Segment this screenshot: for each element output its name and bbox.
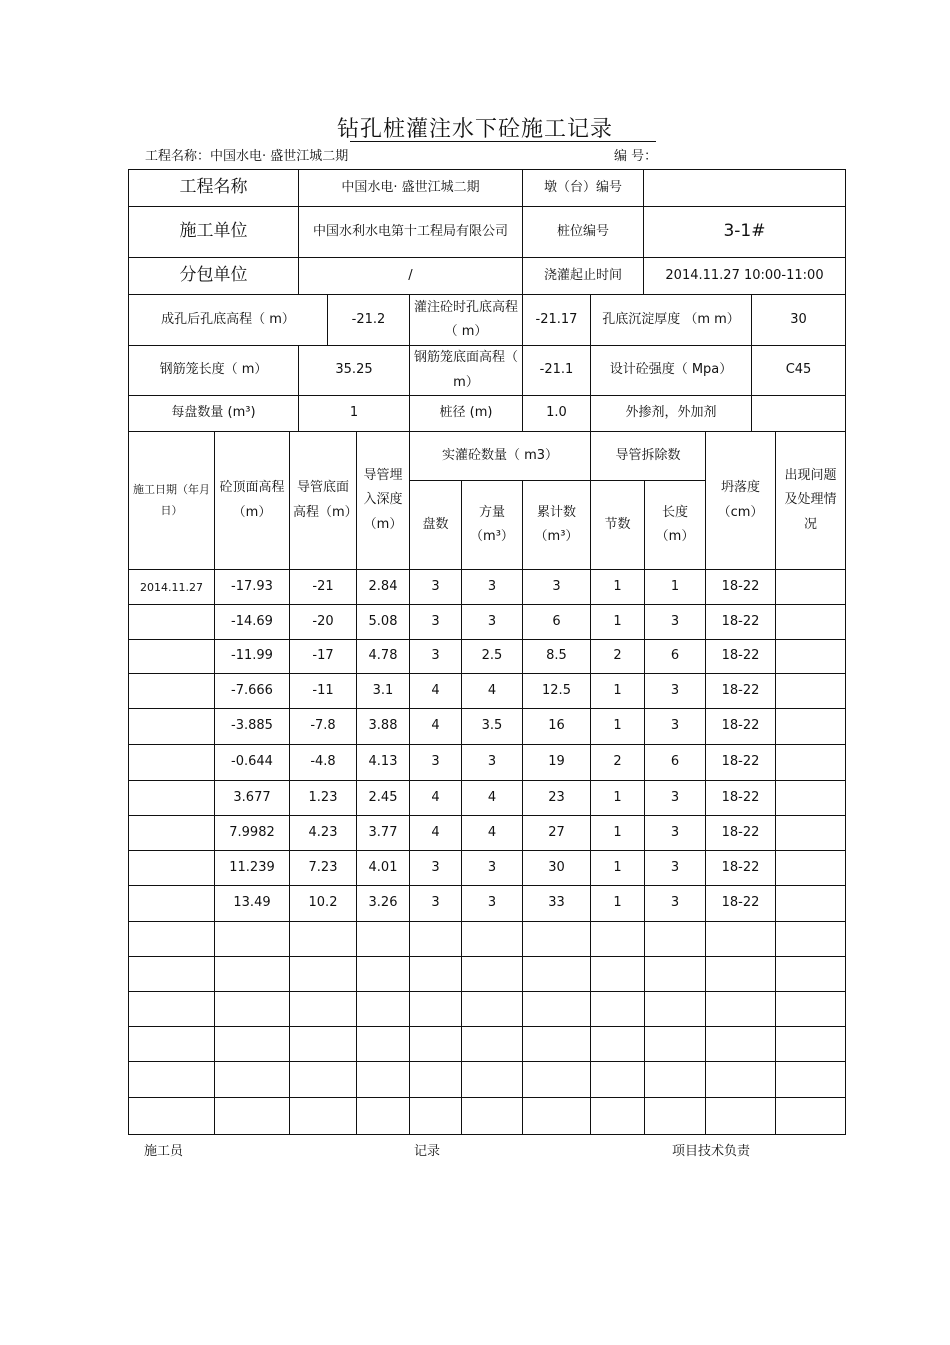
- row-date: [128, 604, 215, 640]
- row-pipe-bottom-elevation: 7.23: [289, 850, 357, 886]
- design-strength-value: C45: [751, 345, 846, 396]
- project-name-line: 工程名称：中国水电· 盛世江城二期: [145, 149, 349, 164]
- row-trays: [409, 991, 462, 1027]
- row-length: 1: [644, 569, 706, 605]
- row-issues: [775, 850, 846, 886]
- row-trays: 3: [409, 850, 462, 886]
- row-sections: 1: [590, 604, 645, 640]
- row-concrete-top-elevation: [214, 1061, 290, 1098]
- row-date: [128, 815, 215, 851]
- admixture-value: [751, 395, 846, 432]
- project-name-value: 中国水电· 盛世江城二期: [298, 169, 523, 207]
- row-length: [644, 1026, 706, 1062]
- row-pipe-embed-depth: 3.77: [356, 815, 410, 851]
- row-sections: 1: [590, 708, 645, 745]
- row-trays: 4: [409, 815, 462, 851]
- row-pipe-bottom-elevation: [289, 1061, 357, 1098]
- row-pipe-bottom-elevation: -7.8: [289, 708, 357, 745]
- row-length: 3: [644, 780, 706, 816]
- header-pipe-removal-group: 导管拆除数: [590, 431, 706, 481]
- row-pipe-embed-depth: 4.13: [356, 744, 410, 781]
- row-date: [128, 921, 215, 957]
- row-pipe-embed-depth: 2.84: [356, 569, 410, 605]
- row-date: 2014.11.27: [128, 569, 215, 605]
- row-pipe-bottom-elevation: 10.2: [289, 885, 357, 922]
- row-sections: [590, 1061, 645, 1098]
- row-concrete-top-elevation: [214, 921, 290, 957]
- row-pipe-embed-depth: [356, 921, 410, 957]
- row-trays: [409, 1061, 462, 1098]
- pier-number-label: 墩（台）编号: [522, 169, 644, 207]
- row-volume: 3: [461, 850, 523, 886]
- row-slump: 18-22: [705, 604, 776, 640]
- row-sections: [590, 956, 645, 992]
- row-pipe-embed-depth: [356, 956, 410, 992]
- row-length: 6: [644, 639, 706, 674]
- row-trays: [409, 1026, 462, 1062]
- row-pipe-embed-depth: [356, 1026, 410, 1062]
- row-pipe-bottom-elevation: [289, 991, 357, 1027]
- pour-time-value: 2014.11.27 10:00-11:00: [643, 257, 846, 295]
- row-issues: [775, 780, 846, 816]
- row-sections: 1: [590, 850, 645, 886]
- row-slump: 18-22: [705, 708, 776, 745]
- header-length: 长度（m）: [644, 480, 706, 570]
- contractor-value: 中国水利水电第十工程局有限公司: [298, 206, 523, 258]
- row-pipe-bottom-elevation: -11: [289, 673, 357, 709]
- project-name-label: 工程名称: [128, 169, 299, 207]
- row-cumulative: 12.5: [522, 673, 591, 709]
- row-slump: 18-22: [705, 639, 776, 674]
- row-length: [644, 1097, 706, 1135]
- pier-number-value: [643, 169, 846, 207]
- row-slump: [705, 991, 776, 1027]
- row-cumulative: [522, 1026, 591, 1062]
- row-slump: 18-22: [705, 744, 776, 781]
- row-sections: [590, 1097, 645, 1135]
- document-number-label: 编 号：: [614, 149, 658, 164]
- design-strength-label: 设计砼强度（ Mpa）: [590, 345, 752, 396]
- row-concrete-top-elevation: [214, 991, 290, 1027]
- row-pipe-bottom-elevation: -4.8: [289, 744, 357, 781]
- row-sections: 2: [590, 639, 645, 674]
- row-concrete-top-elevation: [214, 956, 290, 992]
- row-concrete-top-elevation: 3.677: [214, 780, 290, 816]
- document-title: 钻孔桩灌注水下砼施工记录: [336, 117, 613, 142]
- row-pipe-embed-depth: [356, 1097, 410, 1135]
- subcontractor-label: 分包单位: [128, 257, 299, 295]
- header-cumulative: 累计数（m³）: [522, 480, 591, 570]
- row-trays: 4: [409, 780, 462, 816]
- header-concrete-top-elevation: 砼顶面高程（m）: [214, 431, 290, 570]
- row-date: [128, 673, 215, 709]
- pile-number-label: 桩位编号: [522, 206, 644, 258]
- row-volume: [461, 921, 523, 957]
- row-issues: [775, 604, 846, 640]
- row-pipe-bottom-elevation: [289, 1026, 357, 1062]
- row-pipe-embed-depth: 4.78: [356, 639, 410, 674]
- row-issues: [775, 1061, 846, 1098]
- row-sections: 1: [590, 569, 645, 605]
- row-pipe-embed-depth: 4.01: [356, 850, 410, 886]
- row-slump: [705, 1026, 776, 1062]
- row-cumulative: [522, 956, 591, 992]
- row-slump: 18-22: [705, 673, 776, 709]
- row-trays: 3: [409, 569, 462, 605]
- row-date: [128, 1026, 215, 1062]
- row-trays: [409, 921, 462, 957]
- pour-time-label: 浇灌起止时间: [522, 257, 644, 295]
- header-pipe-embed-depth: 导管埋入深度（m）: [356, 431, 410, 570]
- row-slump: [705, 1061, 776, 1098]
- row-concrete-top-elevation: -17.93: [214, 569, 290, 605]
- row-length: 3: [644, 708, 706, 745]
- row-date: [128, 991, 215, 1027]
- row-volume: [461, 956, 523, 992]
- row-date: [128, 1097, 215, 1135]
- sediment-thickness-value: 30: [751, 294, 846, 346]
- sediment-thickness-label: 孔底沉淀厚度 （m m）: [590, 294, 752, 346]
- row-cumulative: 30: [522, 850, 591, 886]
- row-length: 3: [644, 815, 706, 851]
- row-issues: [775, 708, 846, 745]
- row-issues: [775, 744, 846, 781]
- row-pipe-embed-depth: 2.45: [356, 780, 410, 816]
- pile-diameter-label: 桩径 (m): [409, 395, 523, 432]
- row-volume: 4: [461, 780, 523, 816]
- subcontractor-value: /: [298, 257, 523, 295]
- row-date: [128, 744, 215, 781]
- row-volume: [461, 1061, 523, 1098]
- pour-bottom-elevation-label: 灌注砼时孔底高程（ m）: [409, 294, 523, 346]
- header-actual-pour-group: 实灌砼数量（ m3）: [409, 431, 591, 481]
- row-pipe-embed-depth: 3.26: [356, 885, 410, 922]
- header-sections: 节数: [590, 480, 645, 570]
- row-concrete-top-elevation: 7.9982: [214, 815, 290, 851]
- row-pipe-bottom-elevation: [289, 921, 357, 957]
- row-volume: 3: [461, 569, 523, 605]
- signature-recorder: 记录: [414, 1144, 441, 1159]
- row-volume: 3.5: [461, 708, 523, 745]
- row-pipe-bottom-elevation: 1.23: [289, 780, 357, 816]
- row-sections: [590, 1026, 645, 1062]
- pile-number-value: 3-1#: [643, 206, 846, 258]
- row-slump: [705, 1097, 776, 1135]
- row-pipe-bottom-elevation: [289, 956, 357, 992]
- row-date: [128, 780, 215, 816]
- row-trays: 3: [409, 744, 462, 781]
- signature-worker: 施工员: [144, 1144, 184, 1159]
- batch-quantity-value: 1: [298, 395, 410, 432]
- row-issues: [775, 673, 846, 709]
- row-date: [128, 639, 215, 674]
- row-issues: [775, 1097, 846, 1135]
- rebar-cage-bottom-label: 钢筋笼底面高程（ m）: [409, 345, 523, 396]
- row-cumulative: 33: [522, 885, 591, 922]
- row-cumulative: 27: [522, 815, 591, 851]
- row-volume: 4: [461, 673, 523, 709]
- row-issues: [775, 569, 846, 605]
- row-sections: 1: [590, 673, 645, 709]
- row-volume: 3: [461, 744, 523, 781]
- row-concrete-top-elevation: [214, 1026, 290, 1062]
- row-sections: 1: [590, 815, 645, 851]
- row-volume: 4: [461, 815, 523, 851]
- row-length: 3: [644, 885, 706, 922]
- row-concrete-top-elevation: -14.69: [214, 604, 290, 640]
- row-length: [644, 1061, 706, 1098]
- rebar-cage-bottom-value: -21.1: [522, 345, 591, 396]
- row-slump: 18-22: [705, 569, 776, 605]
- row-issues: [775, 991, 846, 1027]
- row-concrete-top-elevation: 13.49: [214, 885, 290, 922]
- title-underline: [350, 141, 656, 142]
- row-trays: 3: [409, 604, 462, 640]
- row-issues: [775, 956, 846, 992]
- row-cumulative: 19: [522, 744, 591, 781]
- row-trays: 3: [409, 639, 462, 674]
- row-pipe-embed-depth: [356, 1061, 410, 1098]
- row-sections: 1: [590, 780, 645, 816]
- row-date: [128, 708, 215, 745]
- admixture-label: 外掺剂，外加剂: [590, 395, 752, 432]
- header-issues: 出现问题及处理情况: [775, 431, 846, 570]
- row-trays: [409, 1097, 462, 1135]
- row-cumulative: 16: [522, 708, 591, 745]
- row-cumulative: 8.5: [522, 639, 591, 674]
- header-date: 施工日期（年月日）: [128, 431, 215, 570]
- row-concrete-top-elevation: -3.885: [214, 708, 290, 745]
- row-concrete-top-elevation: -7.666: [214, 673, 290, 709]
- row-pipe-bottom-elevation: -17: [289, 639, 357, 674]
- row-volume: [461, 1026, 523, 1062]
- row-volume: [461, 991, 523, 1027]
- row-pipe-embed-depth: 3.88: [356, 708, 410, 745]
- row-length: [644, 921, 706, 957]
- row-length: [644, 991, 706, 1027]
- row-slump: 18-22: [705, 780, 776, 816]
- row-length: 3: [644, 850, 706, 886]
- row-concrete-top-elevation: [214, 1097, 290, 1135]
- row-pipe-embed-depth: 3.1: [356, 673, 410, 709]
- row-slump: 18-22: [705, 885, 776, 922]
- row-sections: [590, 921, 645, 957]
- row-slump: [705, 956, 776, 992]
- row-pipe-bottom-elevation: [289, 1097, 357, 1135]
- row-pipe-bottom-elevation: -20: [289, 604, 357, 640]
- pour-bottom-elevation-value: -21.17: [522, 294, 591, 346]
- header-slump: 坍落度（cm）: [705, 431, 776, 570]
- row-date: [128, 1061, 215, 1098]
- contractor-label: 施工单位: [128, 206, 299, 258]
- row-trays: 4: [409, 708, 462, 745]
- row-trays: 3: [409, 885, 462, 922]
- row-volume: 3: [461, 604, 523, 640]
- row-date: [128, 885, 215, 922]
- hole-bottom-elevation-label: 成孔后孔底高程（ m）: [128, 294, 328, 346]
- header-pipe-bottom-elevation: 导管底面高程（m）: [289, 431, 357, 570]
- row-cumulative: [522, 921, 591, 957]
- row-issues: [775, 639, 846, 674]
- row-slump: [705, 921, 776, 957]
- row-date: [128, 956, 215, 992]
- row-volume: 3: [461, 885, 523, 922]
- rebar-cage-length-label: 钢筋笼长度（ m）: [128, 345, 299, 396]
- row-slump: 18-22: [705, 850, 776, 886]
- row-concrete-top-elevation: -0.644: [214, 744, 290, 781]
- row-slump: 18-22: [705, 815, 776, 851]
- row-pipe-embed-depth: [356, 991, 410, 1027]
- row-cumulative: [522, 1061, 591, 1098]
- row-cumulative: [522, 991, 591, 1027]
- row-length: 3: [644, 604, 706, 640]
- row-length: 6: [644, 744, 706, 781]
- row-pipe-bottom-elevation: -21: [289, 569, 357, 605]
- row-volume: [461, 1097, 523, 1135]
- row-cumulative: [522, 1097, 591, 1135]
- row-cumulative: 3: [522, 569, 591, 605]
- row-date: [128, 850, 215, 886]
- pile-diameter-value: 1.0: [522, 395, 591, 432]
- row-pipe-bottom-elevation: 4.23: [289, 815, 357, 851]
- row-length: [644, 956, 706, 992]
- row-concrete-top-elevation: -11.99: [214, 639, 290, 674]
- rebar-cage-length-value: 35.25: [298, 345, 410, 396]
- row-sections: 2: [590, 744, 645, 781]
- row-trays: [409, 956, 462, 992]
- row-cumulative: 23: [522, 780, 591, 816]
- row-issues: [775, 815, 846, 851]
- row-volume: 2.5: [461, 639, 523, 674]
- row-sections: 1: [590, 885, 645, 922]
- row-cumulative: 6: [522, 604, 591, 640]
- batch-quantity-label: 每盘数量 (m³): [128, 395, 299, 432]
- header-volume: 方量（m³）: [461, 480, 523, 570]
- row-concrete-top-elevation: 11.239: [214, 850, 290, 886]
- header-trays: 盘数: [409, 480, 462, 570]
- signature-tech-lead: 项目技术负责: [672, 1144, 751, 1159]
- row-sections: [590, 991, 645, 1027]
- row-pipe-embed-depth: 5.08: [356, 604, 410, 640]
- row-issues: [775, 1026, 846, 1062]
- row-length: 3: [644, 673, 706, 709]
- hole-bottom-elevation-value: -21.2: [327, 294, 410, 346]
- row-trays: 4: [409, 673, 462, 709]
- pour-record-table: [129, 170, 846, 1135]
- row-issues: [775, 885, 846, 922]
- row-issues: [775, 921, 846, 957]
